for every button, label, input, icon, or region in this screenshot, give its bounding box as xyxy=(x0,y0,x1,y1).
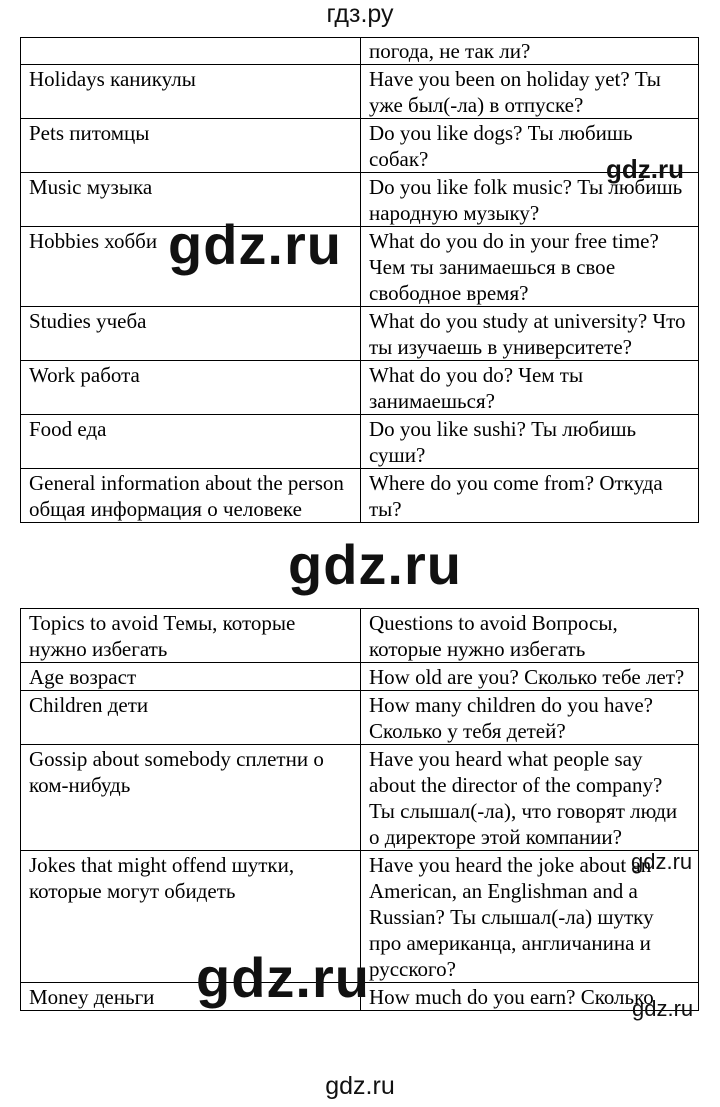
question-cell: Do you like sushi? Ты любишь суши? xyxy=(361,415,699,469)
watermark: gdz.ru xyxy=(606,154,684,184)
table-row xyxy=(21,227,699,307)
table-row xyxy=(21,469,699,523)
topic-cell: Gossip about somebody сплетни о ком-нибудь xyxy=(21,745,361,851)
watermark: gdz.ru xyxy=(288,533,462,596)
watermark: gdz.ru xyxy=(168,213,342,276)
topic-cell: Studies учеба xyxy=(21,307,361,361)
topic-cell: General information about the person общая информация о человеке xyxy=(21,469,361,523)
topics-to-discuss-table xyxy=(20,37,699,523)
question-cell: How old are you? Сколько тебе лет? xyxy=(361,663,699,691)
watermark: gdz.ru xyxy=(631,849,693,874)
question-cell: Have you heard what people say about the director of the company? Ты слышал(-ла), что говорят люди о директоре этой компании? xyxy=(361,745,699,851)
table-row xyxy=(21,173,699,227)
table-row xyxy=(21,745,699,851)
topic-cell: Children дети xyxy=(21,691,361,745)
question-cell: Do you like dogs? Ты любишь собак? xyxy=(361,119,699,173)
table-row xyxy=(21,307,699,361)
topic-cell: Food еда xyxy=(21,415,361,469)
table-row xyxy=(21,361,699,415)
watermark: gdz.ru xyxy=(632,996,694,1021)
site-footer: gdz.ru xyxy=(325,1072,395,1100)
table-row xyxy=(21,691,699,745)
question-cell: How much do you earn? Сколько xyxy=(361,983,699,1011)
question-cell: погода, не так ли? xyxy=(361,38,699,65)
table-row xyxy=(21,38,699,65)
topic-cell: Work работа xyxy=(21,361,361,415)
question-cell: What do you do? Чем ты занимаешься? xyxy=(361,361,699,415)
table-header-row xyxy=(21,609,699,663)
question-cell: What do you do in your free time? Чем ты занимаешься в свое свободное время? xyxy=(361,227,699,307)
column-header-topics: Topics to avoid Темы, которые нужно избегать xyxy=(21,609,361,663)
topic-cell: Age возраст xyxy=(21,663,361,691)
table-row xyxy=(21,663,699,691)
column-header-questions: Questions to avoid Вопросы, которые нужно избегать xyxy=(361,609,699,663)
table-row xyxy=(21,65,699,119)
watermark: gdz.ru xyxy=(196,946,370,1009)
topic-cell: Pets питомцы xyxy=(21,119,361,173)
table-row xyxy=(21,415,699,469)
question-cell: Do you like folk music? Ты любишь народную музыку? xyxy=(361,173,699,227)
topic-cell: Music музыка xyxy=(21,173,361,227)
question-cell: What do you study at university? Что ты изучаешь в университете? xyxy=(361,307,699,361)
table-row xyxy=(21,119,699,173)
question-cell: Have you been on holiday yet? Ты уже был(-ла) в отпуске? xyxy=(361,65,699,119)
question-cell: Where do you come from? Откуда ты? xyxy=(361,469,699,523)
topic-cell: Money деньги xyxy=(21,983,361,1011)
topic-cell xyxy=(21,38,361,65)
question-cell: Have you heard the joke about an American, an Englishman and a Russian? Ты слышал(-ла) шутку про американца, англичанина и русского? xyxy=(361,851,699,983)
topic-cell: Holidays каникулы xyxy=(21,65,361,119)
topic-cell: Jokes that might offend шутки, которые могут обидеть xyxy=(21,851,361,983)
site-header: гдз.ру xyxy=(326,0,394,28)
topic-cell: Hobbies хобби xyxy=(21,227,361,307)
question-cell: How many children do you have? Сколько у тебя детей? xyxy=(361,691,699,745)
